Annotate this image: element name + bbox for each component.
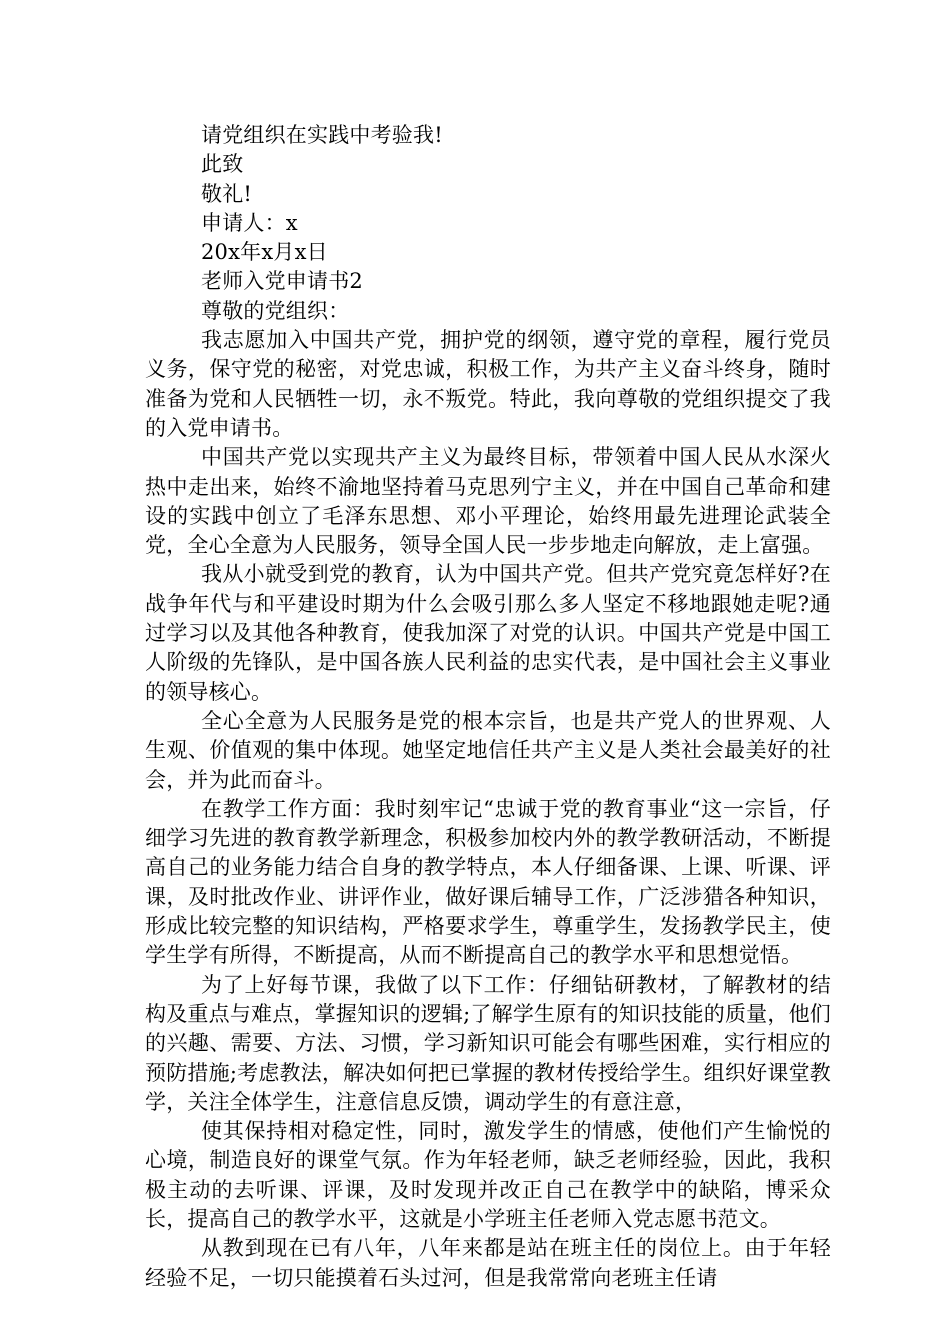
- closing-line-test-request: 请党组织在实践中考验我!: [201, 123, 443, 147]
- applicant-line: 申请人：x: [201, 210, 298, 235]
- paragraph: 使其保持相对稳定性，同时，激发学生的情感，使他们产生愉悦的心境，制造良好的课堂气氛。作为年轻老师，缺乏老师经验，因此，我积极主动的去听课、评课，及时发现并改正自己在教学中的缺陷，博采众长，提高自己的教学水平，这就是小学班主任老师入党志愿书范文。: [145, 1119, 831, 1231]
- paragraph: 中国共产党以实现共产主义为最终目标，带领着中国人民从水深火热中走出来，始终不渝地坚持着马克思列宁主义，并在中国自己革命和建设的实践中创立了毛泽东思想、邓小平理论，始终用最先进理论武装全党，全心全意为人民服务，领导全国人民一步步地走向解放，走上富强。: [145, 445, 831, 558]
- salutation: 尊敬的党组织：: [201, 298, 350, 323]
- paragraph: 从教到现在已有八年，八年来都是站在班主任的岗位上。由于年轻经验不足，一切只能摸着石头过河，但是我常常向老班主任请: [145, 1236, 831, 1290]
- closing-line-jingli: 敬礼!: [201, 181, 253, 206]
- document-body: [145, 121, 831, 1293]
- paragraph: 全心全意为人民服务是党的根本宗旨，也是共产党人的世界观、人生观、价值观的集中体现。她坚定地信任共产主义是人类社会最美好的社会，并为此而奋斗。: [145, 708, 831, 792]
- date-line: 20x年x月x日: [201, 240, 328, 265]
- closing-line-cizhi: 此致: [201, 152, 244, 177]
- section-title: 老师入党申请书2: [201, 269, 363, 294]
- paragraph: 我从小就受到党的教育，认为中国共产党。但共产党究竟怎样好?在战争年代与和平建设时期为什么会吸引那么多人坚定不移地跟她走呢?通过学习以及其他各种教育，使我加深了对党的认识。中国共产党是中国工人阶级的先锋队，是中国各族人民利益的忠实代表，是中国社会主义事业的领导核心。: [145, 562, 831, 704]
- paragraph: 为了上好每节课，我做了以下工作：仔细钻研教材，了解教材的结构及重点与难点，掌握知识的逻辑;了解学生原有的知识技能的质量，他们的兴趣、需要、方法、习惯，学习新知识可能会有哪些困难，实行相应的预防措施;考虑教法，解决如何把已掌握的教材传授给学生。组织好课堂教学，关注全体学生，注意信息反馈，调动学生的有意注意，: [145, 972, 831, 1114]
- paragraph: 在教学工作方面：我时刻牢记“忠诚于党的教育事业“这一宗旨，仔细学习先进的教育教学新理念，积极参加校内外的教学教研活动，不断提高自己的业务能力结合自身的教学特点，本人仔细备课、上课、听课、评课，及时批改作业、讲评作业，做好课后辅导工作，广泛涉猎各种知识，形成比较完整的知识结构，严格要求学生，尊重学生，发扬教学民主，使学生学有所得，不断提高，从而不断提高自己的教学水平和思想觉悟。: [145, 796, 831, 968]
- paragraph: 我志愿加入中国共产党，拥护党的纲领，遵守党的章程，履行党员义务，保守党的秘密，对党忠诚，积极工作，为共产主义奋斗终身，随时准备为党和人民牺牲一切，永不叛党。特此，我向尊敬的党组织提交了我的入党申请书。: [145, 328, 831, 440]
